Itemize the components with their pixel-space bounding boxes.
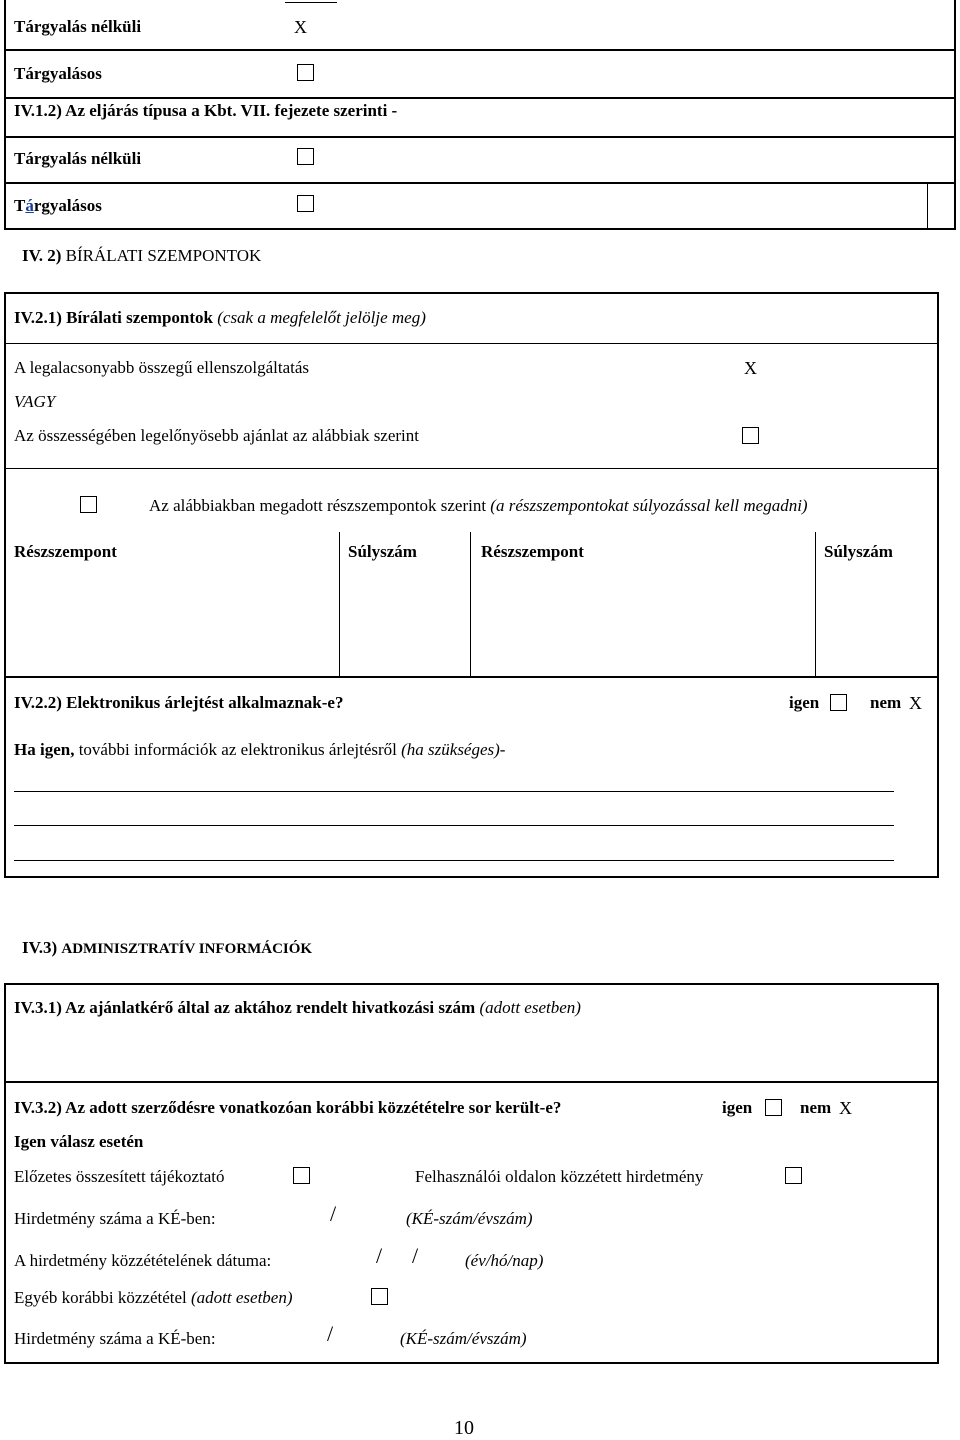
s3-yes-label: igen xyxy=(789,693,820,712)
s4-top-border xyxy=(4,983,939,985)
s1-top-tick xyxy=(285,2,337,3)
s4-date-format: (év/hó/nap) xyxy=(465,1251,544,1270)
s2-opt3-italic: (a részszempontokat súlyozással kell megadni) xyxy=(490,496,808,515)
s1-right-border xyxy=(954,0,956,230)
s4-bottom-border xyxy=(4,1362,939,1364)
s1-row4-label xyxy=(14,196,102,216)
s2-opt3-normal: Az alábbiakban megadott részszempontok szerint xyxy=(149,496,487,515)
s2-table-col-divider xyxy=(339,532,340,677)
s2-left-border xyxy=(4,292,6,878)
s2-bottom-border xyxy=(4,876,939,878)
s2-opt1: A legalacsonyabb összegű ellenszolgáltatás xyxy=(14,358,310,377)
s3-no-mark: X xyxy=(909,693,922,713)
s1-row-divider xyxy=(4,136,956,138)
s2-heading xyxy=(22,246,261,266)
s4-pub-date-label: A hirdetmény közzétételének dátuma: xyxy=(14,1251,272,1270)
s4-other-pub-normal: Egyéb korábbi közzététel xyxy=(14,1288,187,1307)
s2-table-col-divider xyxy=(470,532,471,677)
s4-ref-bold: IV.3.1) Az ajánlatkérő által az aktához rendelt hivatkozási szám xyxy=(14,998,476,1017)
s1-cell-divider xyxy=(927,182,928,229)
s2-opt2: Az összességében legelőnyösebb ajánlat az alábbiak szerint xyxy=(14,426,420,445)
s1-row-divider xyxy=(4,49,956,51)
s2-col3-header: Részszempont xyxy=(481,542,584,561)
s1-row3-label: Tárgyalás nélküli xyxy=(14,149,142,168)
s4-right-border xyxy=(937,983,939,1364)
s4-no-label: nem xyxy=(800,1098,832,1117)
s4-notice-slash[interactable]: / xyxy=(330,1201,337,1226)
s4-ke-format2: (KÉ-szám/évszám) xyxy=(400,1329,527,1348)
s2-right-border xyxy=(937,292,939,878)
s4-prev-question: IV.3.2) Az adott szerződésre vonatkozóan korábbi közzétételre sor került-e? xyxy=(14,1098,562,1117)
s1-row4-checkbox[interactable] xyxy=(297,195,314,212)
s2-top-border xyxy=(4,292,939,294)
s4-other-pub-checkbox[interactable] xyxy=(371,1288,388,1305)
s2-opt3-checkbox[interactable] xyxy=(80,496,97,513)
s4-yes-label: igen xyxy=(722,1098,753,1117)
s3-answer-line[interactable] xyxy=(14,860,894,861)
s4-ref-italic: (adott esetben) xyxy=(479,998,581,1017)
s3-no-label: nem xyxy=(870,693,902,712)
s1-row-divider xyxy=(4,97,956,99)
s2-heading-num: IV. 2) xyxy=(22,246,62,265)
s2-sub-heading-italic: (csak a megfelelőt jelölje meg) xyxy=(217,308,426,327)
s2-table-bottom xyxy=(4,676,939,678)
s3-question: IV.2.2) Elektronikus árlejtést alkalmaznak-e? xyxy=(14,693,344,712)
s4-ref xyxy=(14,998,581,1018)
s1-row4-label-a: T xyxy=(14,196,26,215)
s4-yes-checkbox[interactable] xyxy=(765,1099,782,1116)
s4-no-mark: X xyxy=(839,1098,852,1118)
s4-heading xyxy=(22,938,312,959)
s3-answer-line[interactable] xyxy=(14,791,894,792)
s4-prelim-label: Előzetes összesített tájékoztató xyxy=(14,1167,225,1186)
s4-notice2-slash[interactable]: / xyxy=(327,1321,334,1346)
s2-divider xyxy=(4,468,939,469)
s3-answer-line[interactable] xyxy=(14,825,894,826)
s1-left-border xyxy=(4,0,6,230)
s1-bottom-border xyxy=(4,228,956,230)
s4-date-slash-1[interactable]: / xyxy=(376,1243,383,1268)
s1-row2-label: Tárgyalásos xyxy=(14,64,102,83)
s1-row1-label: Tárgyalás nélküli xyxy=(14,17,142,36)
s1-row1-mark: X xyxy=(294,17,307,37)
s4-buyer-profile-label: Felhasználói oldalon közzétett hirdetmény xyxy=(415,1167,704,1186)
s2-sub-heading-bold: IV.2.1) Bírálati szempontok xyxy=(14,308,213,327)
s4-other-pub-italic: (adott esetben) xyxy=(191,1288,293,1307)
s3-info-normal: további információk az elektronikus árlejtésről xyxy=(78,740,397,759)
s1-row4-label-b: rgyalásos xyxy=(33,196,102,215)
s2-opt3 xyxy=(149,496,808,516)
s2-divider xyxy=(4,343,939,344)
s2-opt2-checkbox[interactable] xyxy=(742,427,759,444)
s4-left-border xyxy=(4,983,6,1364)
s3-info-bold: Ha igen, xyxy=(14,740,75,759)
s3-info-italic: (ha szükséges)- xyxy=(401,740,506,759)
s2-col1-header: Részszempont xyxy=(14,542,117,561)
s2-sub-heading xyxy=(14,308,426,328)
s4-other-pub xyxy=(14,1288,293,1308)
s1-row-divider xyxy=(4,182,956,184)
s4-heading-num: IV.3) xyxy=(22,938,58,957)
s3-info xyxy=(14,740,505,760)
s4-divider xyxy=(4,1081,939,1083)
s2-col2-header: Súlyszám xyxy=(348,542,417,561)
s4-ke-format: (KÉ-szám/évszám) xyxy=(406,1209,533,1228)
s4-notice-num2-label: Hirdetmény száma a KÉ-ben: xyxy=(14,1329,216,1348)
s1-row4-label-link[interactable]: á xyxy=(25,196,34,215)
s4-heading-text: ADMINISZTRATÍV INFORMÁCIÓK xyxy=(61,941,313,957)
s2-heading-text: BÍRÁLATI SZEMPONTOK xyxy=(65,246,262,265)
s1-row3-checkbox[interactable] xyxy=(297,148,314,165)
s4-buyer-profile-checkbox[interactable] xyxy=(785,1167,802,1184)
s3-yes-checkbox[interactable] xyxy=(830,694,847,711)
s4-date-slash-2[interactable]: / xyxy=(412,1243,419,1268)
s4-if-yes: Igen válasz esetén xyxy=(14,1132,144,1151)
s1-heading: IV.1.2) Az eljárás típusa a Kbt. VII. fejezete szerinti - xyxy=(14,101,398,120)
s2-col4-header: Súlyszám xyxy=(824,542,893,561)
s2-opt1-mark: X xyxy=(744,358,757,378)
s2-or-text: VAGY xyxy=(14,392,56,411)
s4-prelim-checkbox[interactable] xyxy=(293,1167,310,1184)
s2-table-col-divider xyxy=(815,532,816,677)
s4-notice-num-label: Hirdetmény száma a KÉ-ben: xyxy=(14,1209,216,1228)
s1-row2-checkbox[interactable] xyxy=(297,64,314,81)
page-number: 10 xyxy=(454,1417,474,1439)
